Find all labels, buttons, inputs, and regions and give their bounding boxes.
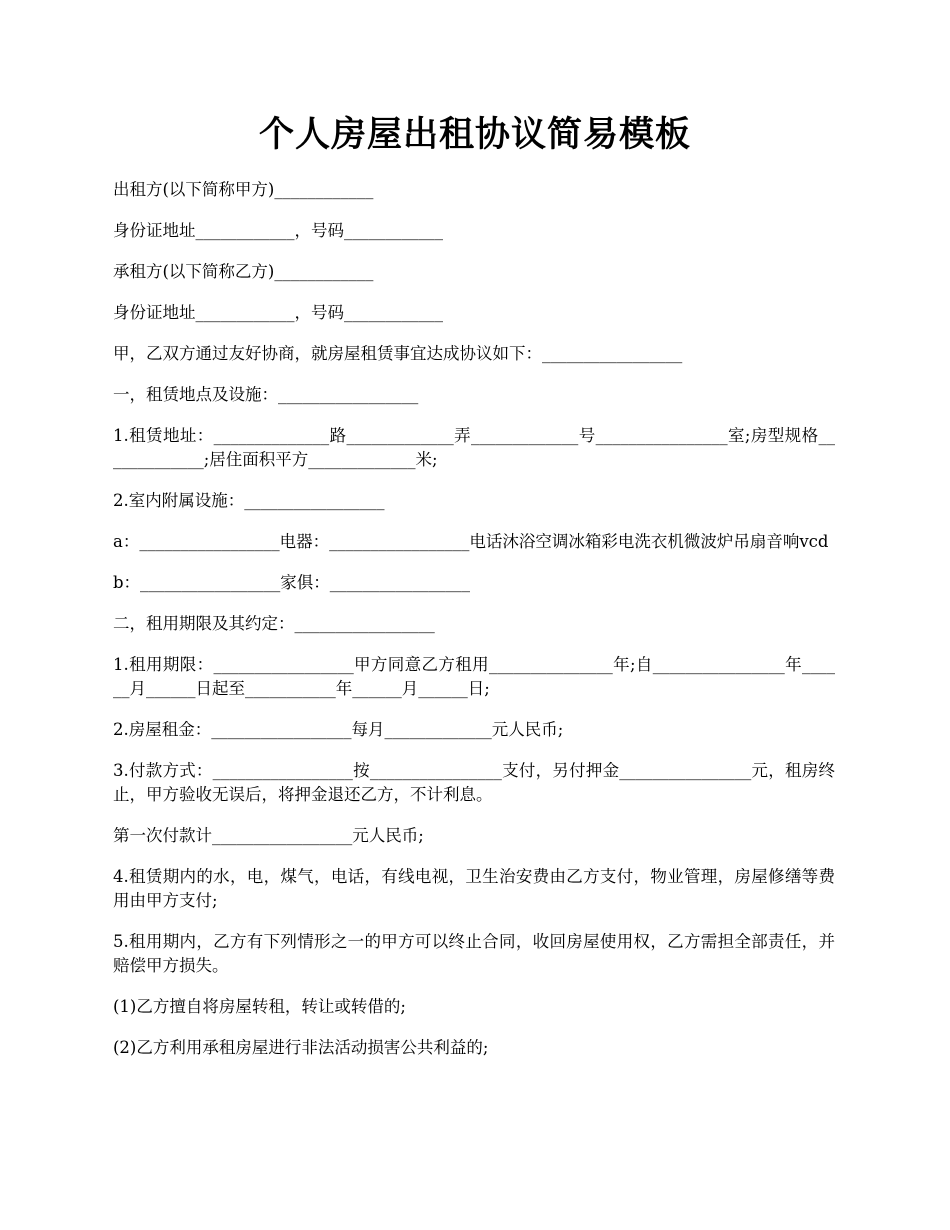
section-two-heading: 二，租用期限及其约定：_________________ — [113, 614, 435, 633]
document-title: 个人房屋出租协议简易模板 — [258, 114, 691, 155]
party-b-id-line: 身份证地址____________，号码____________ — [113, 303, 443, 322]
rent-clause: 2.房屋租金：_________________每月_____________元人民币; — [113, 720, 564, 739]
termination-clause: 5.租用期内，乙方有下列情形之一的甲方可以终止合同，收回房屋使用权，乙方需担全部责任，并赔偿甲方损失。 — [113, 932, 835, 975]
termination-item-2: (2)乙方利用承租房屋进行非法活动损害公共利益的; — [113, 1038, 489, 1057]
lease-term-clause: 1.租用期限：_________________甲方同意乙方租用_______________年;自________________年______月______日起至___________年______月______日; — [113, 655, 835, 698]
agreement-intro: 甲，乙双方通过友好协商，就房屋租赁事宜达成协议如下：_________________ — [113, 344, 683, 363]
furniture-clause: b：_________________家俱：_________________ — [113, 573, 471, 592]
party-a-line: 出租方(以下简称甲方)____________ — [113, 180, 374, 199]
utilities-clause: 4.租赁期内的水，电，煤气，电话，有线电视，卫生治安费由乙方支付，物业管理，房屋修缮等费用由甲方支付; — [113, 867, 835, 910]
section-one-heading: 一，租赁地点及设施：_________________ — [113, 385, 419, 404]
rental-address-clause: 1.租赁地址：______________路_____________弄_____________号________________室;房型规格_____________;居住面积平方_____________米; — [113, 426, 835, 469]
party-a-id-line: 身份证地址____________，号码____________ — [113, 221, 443, 240]
facilities-clause: 2.室内附属设施：_________________ — [113, 491, 385, 510]
payment-method-clause: 3.付款方式：_________________按________________支付，另付押金________________元，租房终止，甲方验收无误后，将押金退还乙方，不计利息。 — [113, 761, 835, 804]
party-b-line: 承租方(以下简称乙方)____________ — [113, 262, 374, 281]
document-body — [113, 178, 835, 1077]
first-payment-clause: 第一次付款计_________________元人民币; — [113, 826, 424, 845]
appliances-clause: a：_________________电器：_________________电话沐浴空调冰箱彩电洗衣机微波炉吊扇音响vcd — [113, 532, 829, 551]
termination-item-1: (1)乙方擅自将房屋转租，转让或转借的; — [113, 997, 406, 1016]
